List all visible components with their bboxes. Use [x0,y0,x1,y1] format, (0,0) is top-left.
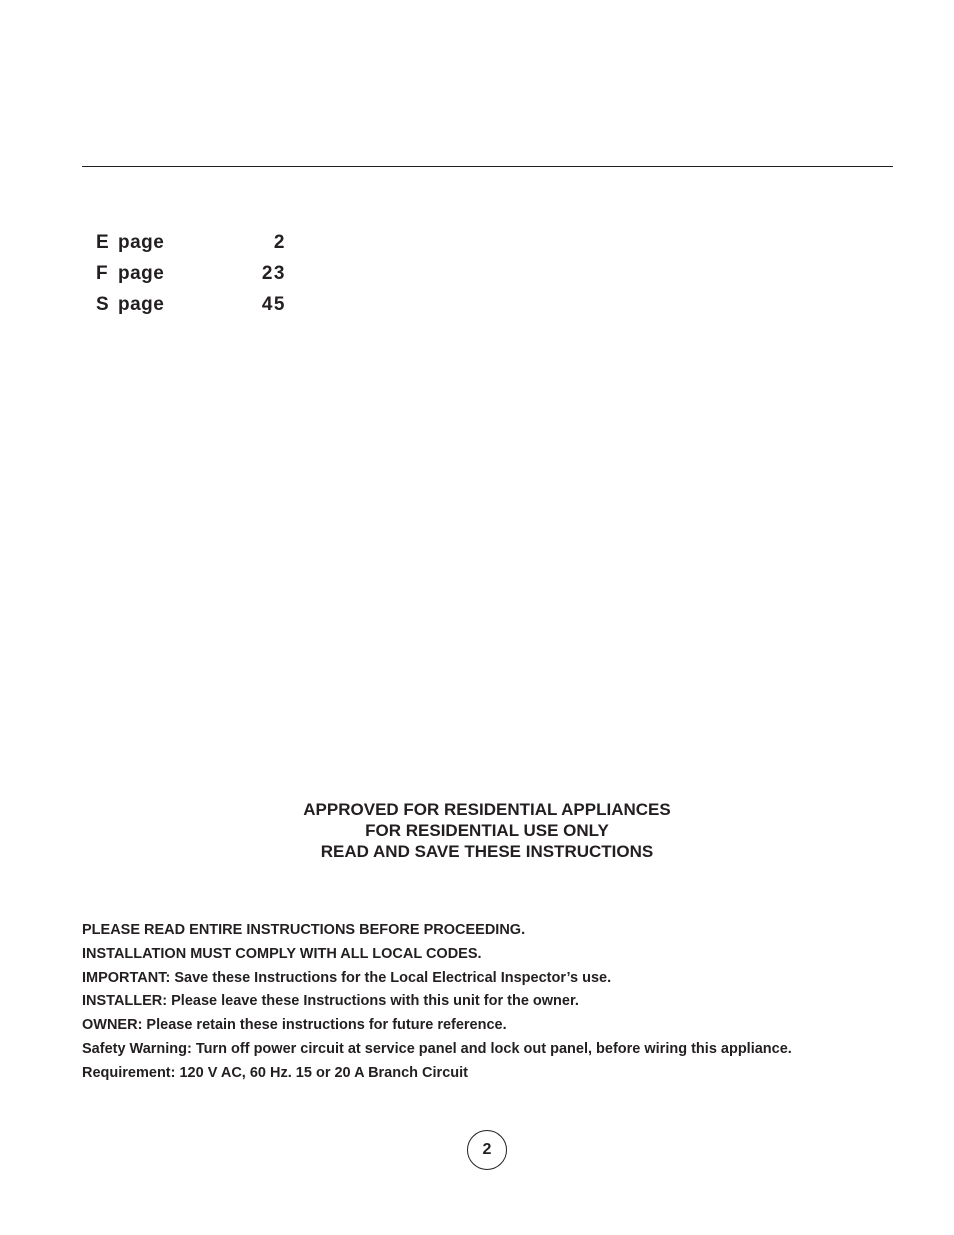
notice-owner: OWNER: Please retain these instructions for future reference. [82,1017,507,1034]
toc-entry-french[interactable] [96,260,296,291]
approval-line: FOR RESIDENTIAL USE ONLY [365,821,609,840]
header-divider [82,166,893,167]
notice-read-instructions: PLEASE READ ENTIRE INSTRUCTIONS BEFORE PROCEEDING. [82,922,526,938]
toc-page-word: page [118,294,165,315]
approval-line: READ AND SAVE THESE INSTRUCTIONS [320,842,654,861]
notice-safety-warning: Safety Warning: Turn off power circuit at service panel and lock out panel, before wiring this appliance. [82,1040,792,1057]
toc-page-number: 23 [261,263,286,284]
notice-installer: INSTALLER: Please leave these Instructions with this unit for the owner. [82,993,579,1010]
notice-important: IMPORTANT: Save these Instructions for the Local Electrical Inspector’s use. [82,969,612,986]
toc-page-number: 45 [261,294,286,315]
approval-line: APPROVED FOR RESIDENTIAL APPLIANCES [303,800,671,819]
toc-page-word: page [118,263,165,284]
safety-notices [82,920,902,1087]
toc-entry-spanish[interactable] [96,291,296,322]
toc-language-code: S [96,294,110,315]
notice-local-codes: INSTALLATION MUST COMPLY WITH ALL LOCAL CODES. [82,945,482,962]
toc-page-number: 2 [273,232,286,253]
notice-electrical-requirement: Requirement: 120 V AC, 60 Hz. 15 or 20 A Branch Circuit [82,1064,468,1081]
toc-language-code: E [96,232,110,253]
toc-entry-english[interactable] [96,229,296,260]
language-index [96,229,296,322]
page-number-badge: 2 [467,1130,507,1170]
toc-page-word: page [118,232,165,253]
toc-language-code: F [96,263,109,284]
approval-notice [0,799,954,862]
